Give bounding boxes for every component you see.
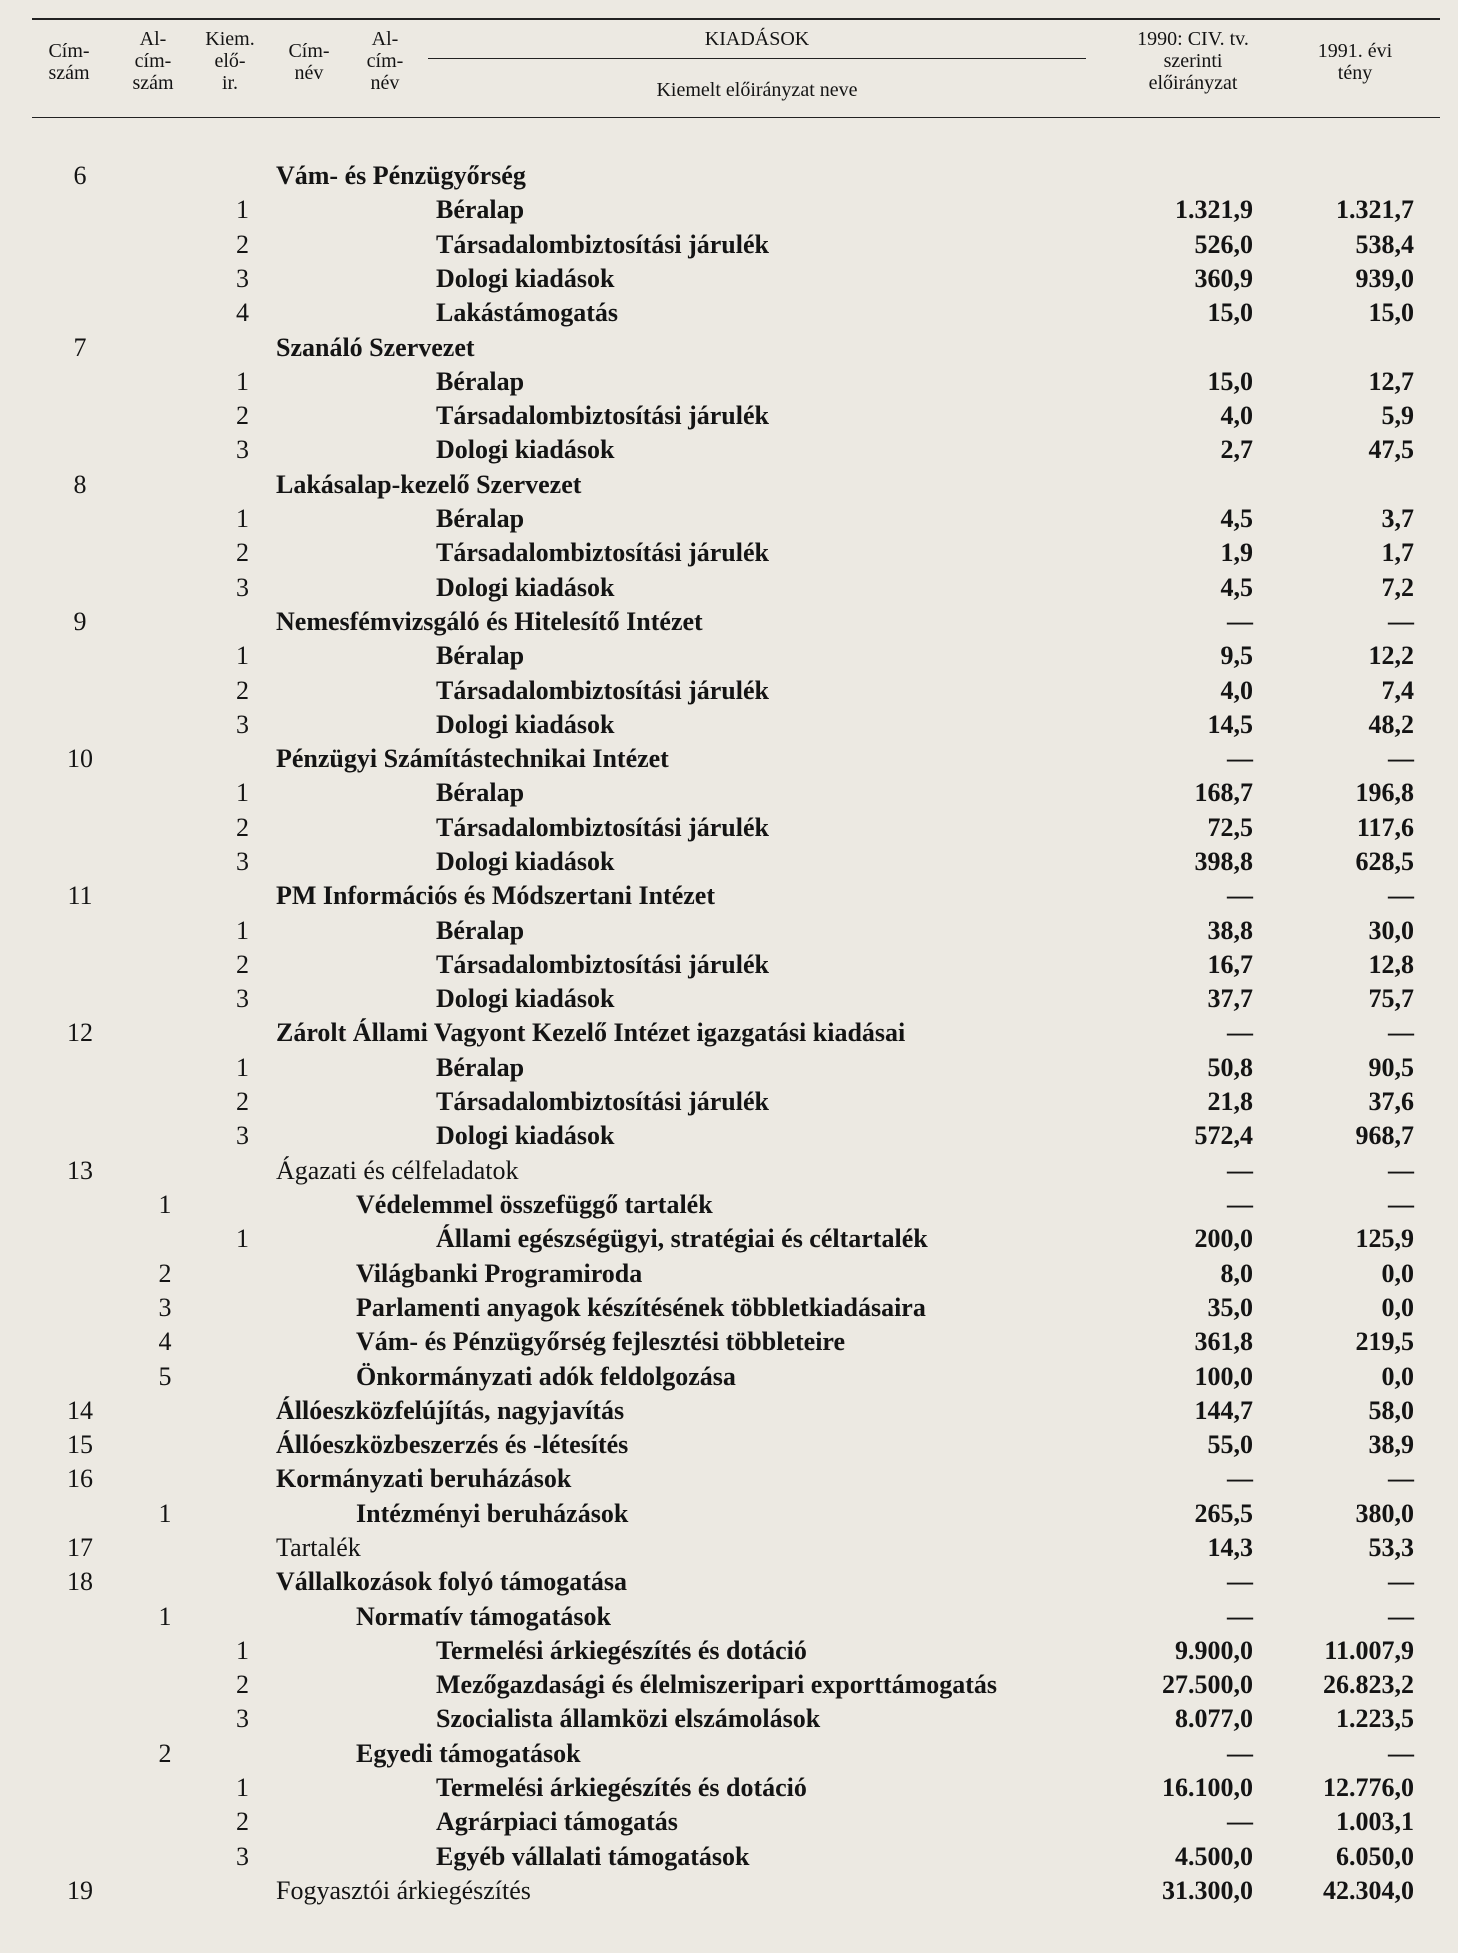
cim-szam-cell: 9 — [73, 607, 87, 636]
value-1990-cell: 100,0 — [1194, 1362, 1253, 1391]
cim-szam-cell: 7 — [73, 333, 87, 362]
kiem-eloir-cell: 2 — [236, 1087, 249, 1116]
value-1991-cell: 380,0 — [1355, 1499, 1414, 1528]
item-name-cell: Világbanki Programiroda — [356, 1259, 643, 1288]
value-1991-cell: — — [1388, 1602, 1414, 1631]
item-name-cell: Dologi kiadások — [436, 984, 615, 1013]
value-1991-cell: 628,5 — [1355, 847, 1414, 876]
value-1990-cell: 526,0 — [1194, 230, 1253, 259]
value-1990-cell: 1,9 — [1220, 538, 1253, 567]
item-name-cell: Ágazati és célfeladatok — [276, 1156, 519, 1185]
item-name-cell: Szanáló Szervezet — [276, 333, 475, 362]
table-row — [0, 982, 1458, 1016]
cim-szam-cell: 6 — [73, 161, 87, 190]
header-kiem-line1: Kiem. — [205, 28, 255, 50]
kiem-eloir-cell: 3 — [236, 573, 249, 602]
value-1991-cell: 968,7 — [1355, 1121, 1414, 1150]
header-alcim-nev-line3: név — [370, 72, 400, 94]
value-1991-cell: 75,7 — [1368, 984, 1414, 1013]
kiem-eloir-cell: 4 — [236, 298, 249, 327]
item-name-cell: Pénzügyi Számítástechnikai Intézet — [276, 744, 669, 773]
item-name-cell: Béralap — [436, 367, 525, 396]
item-name-cell: Társadalombiztosítási járulék — [436, 1087, 769, 1116]
kiem-eloir-cell: 1 — [236, 778, 249, 807]
table-row — [0, 1291, 1458, 1325]
value-1991-cell: — — [1388, 1190, 1414, 1219]
item-name-cell: Állóeszközbeszerzés és -létesítés — [276, 1430, 629, 1459]
header-kiadasok — [428, 28, 1086, 50]
table-row — [0, 468, 1458, 502]
header-kiadasok-rule — [428, 58, 1086, 59]
value-1990-cell: 360,9 — [1194, 264, 1253, 293]
value-1991-cell: 1.321,7 — [1336, 195, 1414, 224]
table-row — [0, 1497, 1458, 1531]
value-1991-cell: 117,6 — [1356, 813, 1414, 842]
kiem-eloir-cell: 2 — [236, 813, 249, 842]
value-1991-cell: — — [1388, 744, 1414, 773]
value-1990-cell: 16,7 — [1207, 950, 1253, 979]
cim-szam-cell: 13 — [67, 1156, 93, 1185]
header-1990-line3: előirányzat — [1148, 72, 1238, 94]
kiem-eloir-cell: 3 — [236, 847, 249, 876]
table-row — [0, 399, 1458, 433]
value-1990-cell: 35,0 — [1207, 1293, 1253, 1322]
kiem-eloir-cell: 2 — [236, 950, 249, 979]
header-alcim-nev-line2: cím- — [366, 50, 404, 72]
kiem-eloir-cell: 1 — [236, 504, 249, 533]
value-1990-cell: 14,3 — [1207, 1533, 1253, 1562]
kiem-eloir-cell: 1 — [236, 641, 249, 670]
item-name-cell: Társadalombiztosítási járulék — [436, 813, 769, 842]
value-1991-cell: 939,0 — [1355, 264, 1414, 293]
alcim-szam-cell: 1 — [158, 1190, 172, 1219]
table-row — [0, 502, 1458, 536]
item-name-cell: Dologi kiadások — [436, 264, 615, 293]
value-1991-cell: 53,3 — [1368, 1533, 1414, 1562]
table-row — [0, 571, 1458, 605]
table-row — [0, 1051, 1458, 1085]
table-row — [0, 331, 1458, 365]
value-1990-cell: 4,0 — [1220, 401, 1253, 430]
cim-szam-cell: 8 — [73, 470, 87, 499]
item-name-cell: Termelési árkiegészítés és dotáció — [436, 1636, 807, 1665]
kiem-eloir-cell: 3 — [236, 1121, 249, 1150]
value-1991-cell: 0,0 — [1381, 1293, 1414, 1322]
value-1990-cell: 9.900,0 — [1175, 1636, 1253, 1665]
item-name-cell: Dologi kiadások — [436, 435, 615, 464]
alcim-szam-cell: 1 — [158, 1499, 172, 1528]
item-name-cell: Lakásalap-kezelő Szervezet — [276, 470, 582, 499]
value-1991-cell: 90,5 — [1368, 1053, 1414, 1082]
table-row — [0, 708, 1458, 742]
table-row — [0, 1668, 1458, 1702]
cim-szam-cell: 10 — [67, 744, 93, 773]
header-cim-szam — [34, 40, 104, 84]
value-1991-cell: 26.823,2 — [1323, 1670, 1414, 1699]
item-name-cell: Dologi kiadások — [436, 1121, 615, 1150]
header-bottom-rule — [32, 117, 1440, 118]
value-1990-cell: — — [1227, 1602, 1253, 1631]
value-1991-cell: 12,7 — [1368, 367, 1414, 396]
cim-szam-cell: 17 — [67, 1533, 93, 1562]
table-row — [0, 296, 1458, 330]
header-kiem-line3: ir. — [221, 72, 239, 94]
value-1990-cell: — — [1227, 1190, 1253, 1219]
value-1990-cell: 4,5 — [1220, 573, 1253, 602]
header-cim-nev-line1: Cím- — [288, 40, 330, 62]
table-row — [0, 1188, 1458, 1222]
value-1990-cell: — — [1227, 744, 1253, 773]
header-kiem-line2: elő- — [214, 50, 246, 72]
item-name-cell: Vállalkozások folyó támogatása — [276, 1567, 627, 1596]
table-row — [0, 1634, 1458, 1668]
kiem-eloir-cell: 1 — [236, 1224, 249, 1253]
value-1990-cell: 55,0 — [1207, 1430, 1253, 1459]
value-1991-cell: — — [1388, 1018, 1414, 1047]
item-name-cell: Béralap — [436, 504, 525, 533]
header-alcim-nev — [344, 28, 426, 94]
table-row — [0, 536, 1458, 570]
alcim-szam-cell: 2 — [158, 1259, 172, 1288]
value-1991-cell: 1.223,5 — [1336, 1704, 1414, 1733]
value-1990-cell: 27.500,0 — [1162, 1670, 1253, 1699]
kiem-eloir-cell: 2 — [236, 676, 249, 705]
item-name-cell: Dologi kiadások — [436, 847, 615, 876]
value-1990-cell: 15,0 — [1207, 298, 1253, 327]
value-1991-cell: 6.050,0 — [1336, 1842, 1414, 1871]
value-1990-cell: 16.100,0 — [1162, 1773, 1253, 1802]
alcim-szam-cell: 3 — [158, 1293, 172, 1322]
cim-szam-cell: 11 — [67, 881, 93, 910]
value-1990-cell: 265,5 — [1194, 1499, 1253, 1528]
header-alcim-szam — [108, 28, 198, 94]
value-1990-cell: — — [1227, 881, 1253, 910]
table-row — [0, 811, 1458, 845]
value-1990-cell: 8.077,0 — [1175, 1704, 1253, 1733]
item-name-cell: Állami egészségügyi, stratégiai és céltartalék — [436, 1224, 928, 1253]
value-1991-cell: 47,5 — [1368, 435, 1414, 464]
header-alcim-szam-line2: cím- — [134, 50, 172, 72]
table-row — [0, 1805, 1458, 1839]
item-name-cell: Zárolt Állami Vagyont Kezelő Intézet igazgatási kiadásai — [276, 1018, 906, 1047]
kiem-eloir-cell: 1 — [236, 1773, 249, 1802]
value-1991-cell: — — [1388, 1464, 1414, 1493]
value-1990-cell: 8,0 — [1220, 1259, 1253, 1288]
item-name-cell: Állóeszközfelújítás, nagyjavítás — [276, 1396, 625, 1425]
value-1990-cell: — — [1227, 1807, 1253, 1836]
cim-szam-cell: 16 — [67, 1464, 93, 1493]
table-row — [0, 262, 1458, 296]
alcim-szam-cell: 2 — [158, 1739, 172, 1768]
table-row — [0, 1119, 1458, 1153]
item-name-cell: Béralap — [436, 778, 525, 807]
value-1991-cell: 38,9 — [1368, 1430, 1414, 1459]
value-1990-cell: 50,8 — [1207, 1053, 1253, 1082]
item-name-cell: Intézményi beruházások — [356, 1499, 629, 1528]
header-kiemelt — [428, 79, 1086, 101]
value-1991-cell: — — [1388, 1567, 1414, 1596]
value-1991-cell: — — [1388, 1156, 1414, 1185]
table-row — [0, 674, 1458, 708]
header-cim-szam-line2: szám — [48, 62, 90, 84]
value-1991-cell: 219,5 — [1355, 1327, 1414, 1356]
value-1990-cell: 37,7 — [1207, 984, 1253, 1013]
value-1991-cell: 48,2 — [1368, 710, 1414, 739]
header-kiadasok-label: KIADÁSOK — [704, 28, 810, 50]
table-row — [0, 1874, 1458, 1908]
header-1990-line2: szerinti — [1163, 50, 1223, 72]
value-1991-cell: 58,0 — [1368, 1396, 1414, 1425]
kiem-eloir-cell: 1 — [236, 1053, 249, 1082]
header-1991 — [1300, 40, 1410, 84]
header-kiem-eloir — [186, 28, 274, 94]
value-1991-cell: — — [1388, 881, 1414, 910]
cim-szam-cell: 18 — [67, 1567, 93, 1596]
value-1991-cell: 196,8 — [1355, 778, 1414, 807]
item-name-cell: Parlamenti anyagok készítésének többletkiadásaira — [356, 1293, 926, 1322]
header-kiemelt-label: Kiemelt előirányzat neve — [656, 79, 858, 101]
table-row — [0, 1222, 1458, 1256]
header-alcim-nev-line1: Al- — [371, 28, 399, 50]
header-cim-nev — [270, 40, 348, 84]
kiem-eloir-cell: 3 — [236, 264, 249, 293]
header-1991-line2: tény — [1337, 62, 1373, 84]
value-1991-cell: 7,2 — [1381, 573, 1414, 602]
value-1990-cell: — — [1227, 607, 1253, 636]
value-1991-cell: 30,0 — [1368, 916, 1414, 945]
item-name-cell: Dologi kiadások — [436, 710, 615, 739]
table-row — [0, 1257, 1458, 1291]
item-name-cell: Nemesfémvizsgáló és Hitelesítő Intézet — [276, 607, 703, 636]
item-name-cell: Normatív támogatások — [356, 1602, 611, 1631]
alcim-szam-cell: 1 — [158, 1602, 172, 1631]
kiem-eloir-cell: 3 — [236, 1704, 249, 1733]
cim-szam-cell: 15 — [67, 1430, 93, 1459]
table-row — [0, 914, 1458, 948]
kiem-eloir-cell: 3 — [236, 984, 249, 1013]
item-name-cell: Társadalombiztosítási járulék — [436, 401, 769, 430]
alcim-szam-cell: 5 — [158, 1362, 172, 1391]
header-1991-line1: 1991. évi — [1317, 40, 1393, 62]
table-row — [0, 1840, 1458, 1874]
value-1990-cell: 72,5 — [1207, 813, 1253, 842]
value-1990-cell: 200,0 — [1194, 1224, 1253, 1253]
value-1990-cell: 572,4 — [1194, 1121, 1253, 1150]
value-1990-cell: — — [1227, 1018, 1253, 1047]
value-1991-cell: 12,2 — [1368, 641, 1414, 670]
table-row — [0, 1085, 1458, 1119]
table-row — [0, 1394, 1458, 1428]
alcim-szam-cell: 4 — [158, 1327, 172, 1356]
value-1991-cell: 11.007,9 — [1324, 1636, 1414, 1665]
item-name-cell: Vám- és Pénzügyőrség fejlesztési többleteire — [356, 1327, 846, 1356]
value-1991-cell: 7,4 — [1381, 676, 1414, 705]
table-row — [0, 1771, 1458, 1805]
value-1991-cell: 125,9 — [1355, 1224, 1414, 1253]
table-row — [0, 776, 1458, 810]
header-1990 — [1108, 28, 1278, 94]
item-name-cell: PM Információs és Módszertani Intézet — [276, 881, 715, 910]
table-row — [0, 1428, 1458, 1462]
kiem-eloir-cell: 1 — [236, 1636, 249, 1665]
table-row — [0, 1325, 1458, 1359]
kiem-eloir-cell: 2 — [236, 401, 249, 430]
item-name-cell: Egyéb vállalati támogatások — [436, 1842, 750, 1871]
value-1990-cell: 9,5 — [1220, 641, 1253, 670]
value-1991-cell: 42.304,0 — [1323, 1876, 1414, 1905]
value-1990-cell: 398,8 — [1194, 847, 1253, 876]
cim-szam-cell: 12 — [67, 1018, 93, 1047]
header-alcim-szam-line3: szám — [132, 72, 174, 94]
kiem-eloir-cell: 2 — [236, 230, 249, 259]
item-name-cell: Béralap — [436, 641, 525, 670]
table-row — [0, 948, 1458, 982]
value-1990-cell: 31.300,0 — [1162, 1876, 1253, 1905]
value-1990-cell: — — [1227, 1464, 1253, 1493]
kiem-eloir-cell: 3 — [236, 435, 249, 464]
table-row — [0, 193, 1458, 227]
table-row — [0, 365, 1458, 399]
header-cim-nev-line2: név — [294, 62, 324, 84]
value-1990-cell: 15,0 — [1207, 367, 1253, 396]
value-1990-cell: 2,7 — [1220, 435, 1253, 464]
kiem-eloir-cell: 3 — [236, 710, 249, 739]
header-cim-szam-line1: Cím- — [48, 40, 90, 62]
value-1990-cell: — — [1227, 1567, 1253, 1596]
value-1991-cell: 37,6 — [1368, 1087, 1414, 1116]
item-name-cell: Társadalombiztosítási járulék — [436, 538, 769, 567]
value-1991-cell: 3,7 — [1381, 504, 1414, 533]
item-name-cell: Szocialista államközi elszámolások — [436, 1704, 821, 1733]
table-row — [0, 1360, 1458, 1394]
top-rule — [32, 18, 1440, 20]
value-1990-cell: 38,8 — [1207, 916, 1253, 945]
item-name-cell: Tartalék — [276, 1533, 361, 1562]
value-1990-cell: 4,5 — [1220, 504, 1253, 533]
table-row — [0, 1016, 1458, 1050]
value-1991-cell: — — [1388, 1739, 1414, 1768]
kiem-eloir-cell: 1 — [236, 916, 249, 945]
item-name-cell: Társadalombiztosítási járulék — [436, 230, 769, 259]
item-name-cell: Termelési árkiegészítés és dotáció — [436, 1773, 807, 1802]
cim-szam-cell: 19 — [67, 1876, 93, 1905]
kiem-eloir-cell: 2 — [236, 1670, 249, 1699]
kiem-eloir-cell: 2 — [236, 1807, 249, 1836]
table-row — [0, 639, 1458, 673]
value-1991-cell: 5,9 — [1381, 401, 1414, 430]
item-name-cell: Dologi kiadások — [436, 573, 615, 602]
value-1990-cell: 361,8 — [1194, 1327, 1253, 1356]
kiem-eloir-cell: 2 — [236, 538, 249, 567]
value-1991-cell: 538,4 — [1355, 230, 1414, 259]
table-row — [0, 605, 1458, 639]
table-row — [0, 1737, 1458, 1771]
item-name-cell: Társadalombiztosítási járulék — [436, 950, 769, 979]
value-1991-cell: 1,7 — [1381, 538, 1414, 567]
item-name-cell: Egyedi támogatások — [356, 1739, 581, 1768]
table-row — [0, 742, 1458, 776]
value-1990-cell: 168,7 — [1194, 778, 1253, 807]
value-1990-cell: — — [1227, 1156, 1253, 1185]
table-row — [0, 228, 1458, 262]
kiem-eloir-cell: 3 — [236, 1842, 249, 1871]
item-name-cell: Vám- és Pénzügyőrség — [276, 161, 526, 190]
item-name-cell: Béralap — [436, 916, 525, 945]
value-1991-cell: 12,8 — [1368, 950, 1414, 979]
item-name-cell: Önkormányzati adók feldolgozása — [356, 1362, 736, 1391]
value-1991-cell: 12.776,0 — [1323, 1773, 1414, 1802]
kiem-eloir-cell: 1 — [236, 195, 249, 224]
item-name-cell: Védelemmel összefüggő tartalék — [356, 1190, 713, 1219]
item-name-cell: Agrárpiaci támogatás — [436, 1807, 678, 1836]
value-1990-cell: 1.321,9 — [1175, 195, 1253, 224]
table-row — [0, 1565, 1458, 1599]
table-row — [0, 879, 1458, 913]
value-1991-cell: 15,0 — [1368, 298, 1414, 327]
value-1991-cell: 0,0 — [1381, 1259, 1414, 1288]
header-alcim-szam-line1: Al- — [139, 28, 167, 50]
value-1991-cell: 1.003,1 — [1336, 1807, 1414, 1836]
table-row — [0, 1154, 1458, 1188]
value-1990-cell: 14,5 — [1207, 710, 1253, 739]
value-1991-cell: — — [1388, 607, 1414, 636]
item-name-cell: Mezőgazdasági és élelmiszeripari exporttámogatás — [436, 1670, 998, 1699]
item-name-cell: Béralap — [436, 195, 525, 224]
kiem-eloir-cell: 1 — [236, 367, 249, 396]
value-1990-cell: 144,7 — [1194, 1396, 1253, 1425]
item-name-cell: Béralap — [436, 1053, 525, 1082]
item-name-cell: Társadalombiztosítási járulék — [436, 676, 769, 705]
value-1990-cell: 21,8 — [1207, 1087, 1253, 1116]
value-1990-cell: 4.500,0 — [1175, 1842, 1253, 1871]
cim-szam-cell: 14 — [67, 1396, 93, 1425]
table-row — [0, 1462, 1458, 1496]
table-row — [0, 1702, 1458, 1736]
value-1990-cell: 4,0 — [1220, 676, 1253, 705]
table-row — [0, 159, 1458, 193]
item-name-cell: Fogyasztói árkiegészítés — [276, 1876, 531, 1905]
table-row — [0, 1600, 1458, 1634]
table-row — [0, 845, 1458, 879]
value-1991-cell: 0,0 — [1381, 1362, 1414, 1391]
table-row — [0, 433, 1458, 467]
item-name-cell: Kormányzati beruházások — [276, 1464, 572, 1493]
table-row — [0, 1531, 1458, 1565]
header-1990-line1: 1990: CIV. tv. — [1137, 28, 1249, 50]
value-1990-cell: — — [1227, 1739, 1253, 1768]
item-name-cell: Lakástámogatás — [436, 298, 619, 327]
